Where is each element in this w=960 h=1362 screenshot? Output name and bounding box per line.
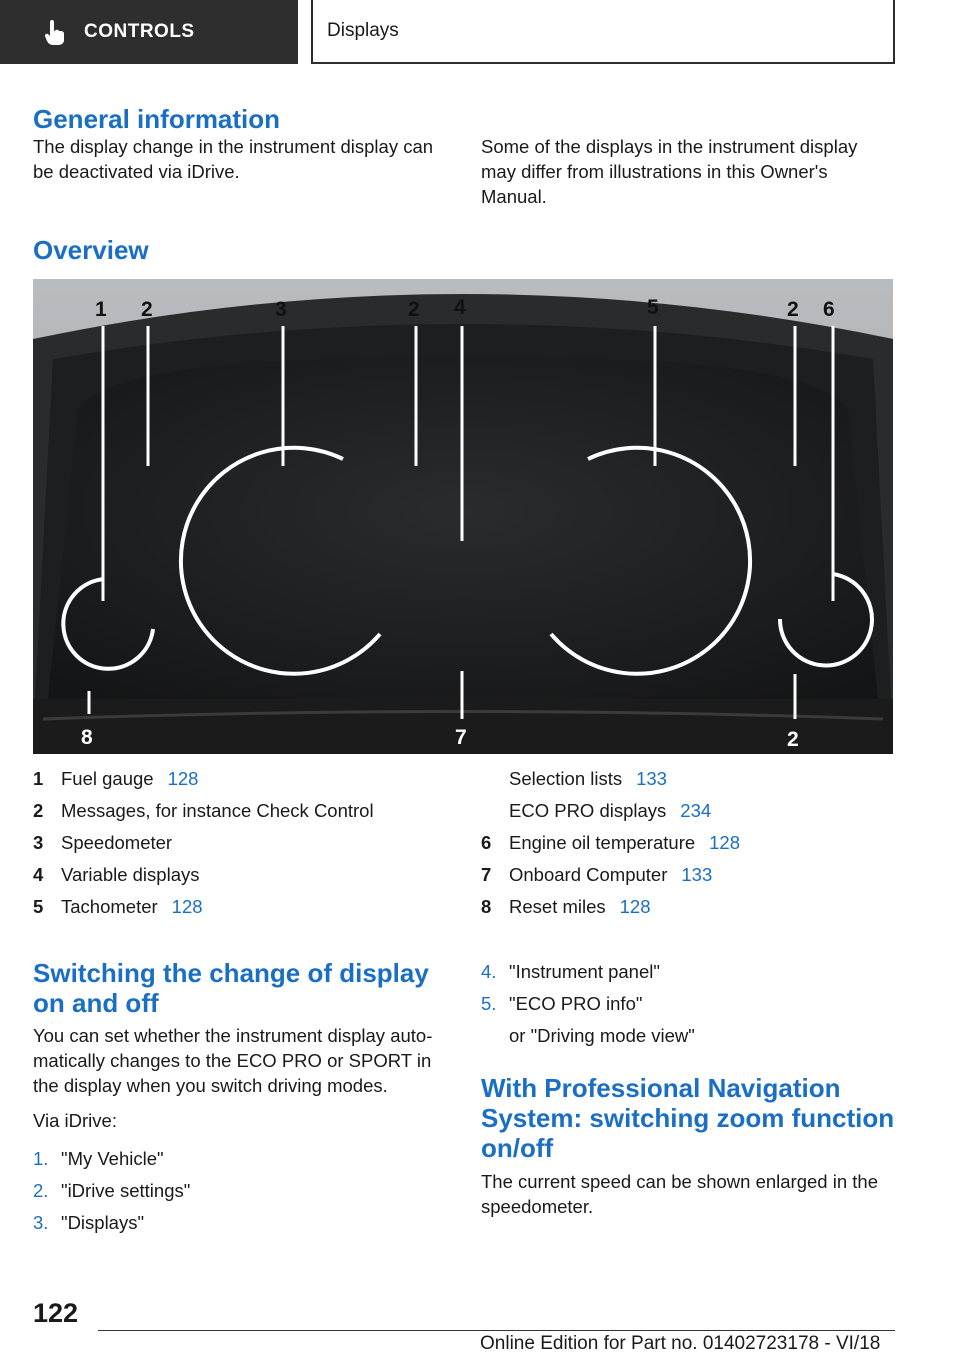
callout-label: 5 — [647, 296, 659, 319]
step-text: or "Driving mode view" — [509, 1025, 695, 1046]
step-number — [481, 1020, 509, 1052]
page-number: 122 — [33, 1298, 79, 1328]
instrument-cluster-image — [33, 279, 893, 754]
legend-item — [33, 763, 463, 795]
chapter-label: CONTROLS — [84, 21, 195, 42]
step-text: "ECO PRO info" — [509, 993, 643, 1014]
callout-label: 4 — [454, 296, 466, 319]
legend-item — [481, 891, 896, 923]
legend-text: Messages, for instance Check Control — [61, 800, 374, 821]
legend-text: Tachometer — [61, 896, 158, 917]
step-item — [33, 1207, 453, 1239]
step-number: 1. — [33, 1148, 49, 1169]
navigation-body: The current speed can be shown enlarged in the speedometer. — [481, 1171, 878, 1217]
legend-number: 1 — [33, 768, 44, 789]
legend-text: Onboard Computer — [509, 864, 668, 885]
via-idrive-text: Via iDrive: — [33, 1110, 117, 1131]
legend-item — [481, 795, 896, 827]
step-number: 5. — [481, 993, 497, 1014]
page-reference-link[interactable]: 133 — [681, 864, 713, 885]
chapter-tab[interactable] — [0, 0, 298, 64]
footer-divider — [98, 1330, 895, 1331]
switching-heading-line: Switching the change of display — [33, 958, 429, 988]
page-reference-link[interactable]: 234 — [680, 800, 712, 821]
callout-label: 2 — [787, 298, 799, 321]
section-tab[interactable] — [311, 0, 895, 64]
callout-label: 2 — [408, 298, 420, 321]
switching-steps-continued — [481, 956, 896, 1052]
step-item — [481, 1020, 896, 1052]
callout-label: 8 — [81, 726, 93, 749]
legend-text: Engine oil temperature — [509, 832, 696, 853]
switching-body: You can set whether the instrument display auto-matically changes to the ECO PRO or SPORT in the display when you switch driving modes. — [33, 1025, 433, 1096]
legend-text: ECO PRO displays — [509, 800, 667, 821]
legend-number — [481, 795, 509, 827]
legend-number: 8 — [481, 896, 492, 917]
switching-steps — [33, 1143, 453, 1239]
legend-text: Reset miles — [509, 896, 606, 917]
legend-item — [481, 763, 896, 795]
navigation-heading-line: System: switching zoom function — [481, 1103, 895, 1133]
switching-heading — [33, 958, 463, 1018]
page-reference-link[interactable]: 128 — [709, 832, 741, 853]
page-reference-link[interactable]: 128 — [619, 896, 651, 917]
legend-number: 3 — [33, 832, 44, 853]
page-reference-link[interactable]: 128 — [171, 896, 203, 917]
step-number: 2. — [33, 1180, 49, 1201]
legend-text: Selection lists — [509, 768, 623, 789]
edition-text: Online Edition for Part no. 01402723178 - VI/18 — [480, 1333, 881, 1354]
callout-label: 6 — [823, 298, 835, 321]
general-left-text: The display change in the instrument display can be deactivated via iDrive. — [33, 136, 434, 182]
pointing-hand-icon — [44, 19, 66, 45]
legend-text: Fuel gauge — [61, 768, 154, 789]
general-right-text: Some of the displays in the instrument display may differ from illustrations in this Owner's Manual. — [481, 136, 858, 207]
step-text: "Displays" — [61, 1212, 145, 1233]
step-item — [33, 1143, 453, 1175]
legend-item — [33, 891, 463, 923]
step-number: 4. — [481, 961, 497, 982]
step-text: "iDrive settings" — [61, 1180, 191, 1201]
legend-number: 2 — [33, 800, 44, 821]
legend-item — [33, 859, 463, 891]
legend-number: 5 — [33, 896, 44, 917]
step-text: "Instrument panel" — [509, 961, 660, 982]
legend-item — [33, 827, 463, 859]
step-item — [33, 1175, 453, 1207]
callout-label: 2 — [141, 298, 153, 321]
legend-item — [33, 795, 463, 827]
step-number: 3. — [33, 1212, 49, 1233]
navigation-heading-line: on/off — [481, 1133, 554, 1163]
step-text: "My Vehicle" — [61, 1148, 164, 1169]
legend-item — [481, 827, 896, 859]
legend-right — [481, 763, 896, 923]
legend-item — [481, 859, 896, 891]
callout-label: 7 — [455, 726, 467, 749]
navigation-heading-line: With Professional Navigation — [481, 1073, 841, 1103]
legend-number: 7 — [481, 864, 492, 885]
callout-label: 1 — [95, 298, 107, 321]
callout-label: 3 — [275, 298, 287, 321]
legend-text: Speedometer — [61, 832, 173, 853]
step-item — [481, 988, 896, 1020]
switching-heading-line: on and off — [33, 988, 159, 1018]
legend-number — [481, 763, 509, 795]
navigation-heading — [481, 1073, 896, 1163]
step-item — [481, 956, 896, 988]
legend-number: 6 — [481, 832, 492, 853]
overview-heading: Overview — [33, 235, 149, 265]
legend-left — [33, 763, 463, 923]
legend-number: 4 — [33, 864, 44, 885]
callout-label: 2 — [787, 728, 799, 751]
general-heading: General information — [33, 104, 281, 134]
page-reference-link[interactable]: 128 — [167, 768, 199, 789]
section-label: Displays — [327, 20, 399, 41]
legend-text: Variable displays — [61, 864, 200, 885]
page-reference-link[interactable]: 133 — [636, 768, 667, 789]
